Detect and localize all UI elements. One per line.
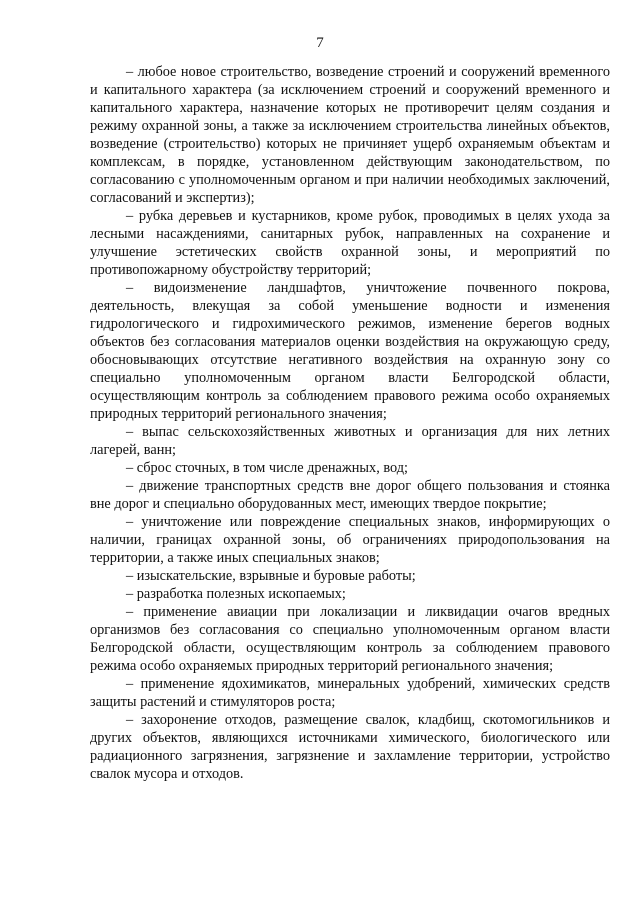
- paragraph-exploration-works: – изыскательские, взрывные и буровые работы;: [126, 568, 416, 584]
- paragraph-landscape-alteration: – видоизменение ландшафтов, уничтожение почвенного покрова, деятельность, влекущая за собой уменьшение водности и изменения гидрологического и гидрохимического режимов, изменение берегов водных объектов без согласования материалов оценки воздействия на окружающую среду, обосновывающих отсутствие негативного воздействия на охранную зону со специально уполномоченным органом власти Белгородской области, осуществляющим контроль за соблюдением правового режима особо охраняемых природных территорий регионального значения;: [90, 280, 610, 422]
- paragraph-vehicle-movement: – движение транспортных средств вне дорог общего пользования и стоянка вне дорог и специально оборудованных мест, имеющих твердое покрытие;: [90, 478, 610, 512]
- document-body: [90, 63, 610, 783]
- paragraph-livestock-grazing: – выпас сельскохозяйственных животных и организация для них летних лагерей, ванн;: [90, 424, 610, 458]
- paragraph-mineral-extraction: – разработка полезных ископаемых;: [126, 586, 346, 602]
- paragraph-aviation-use: – применение авиации при локализации и ликвидации очагов вредных организмов без согласования со специально уполномоченным органом власти Белгородской области, осуществляющим контроль за соблюдением правового режима особо охраняемых природных территорий регионального значения;: [90, 604, 610, 674]
- paragraph-tree-felling: – рубка деревьев и кустарников, кроме рубок, проводимых в целях ухода за лесными насаждениями, санитарных рубок, направленных на сохранение и улучшение эстетических свойств охранной зоны, и мероприятий по противопожарному обустройству территорий;: [90, 208, 610, 278]
- paragraph-wastewater-discharge: – сброс сточных, в том числе дренажных, вод;: [126, 460, 408, 476]
- paragraph-signs-damage: – уничтожение или повреждение специальных знаков, информирующих о наличии, границах охранной зоны, об ограничениях природопользования на территории, а также иных специальных знаков;: [90, 514, 610, 566]
- paragraph-construction-ban: – любое новое строительство, возведение строений и сооружений временного и капитального характера (за исключением строений и сооружений временного и капитального характера, назначение которых не противоречит целям создания и режиму охранной зоны, а также за исключением строительства линейных объектов, возведение (строительство) которых не причиняет ущерб охраняемым объектам и комплексам, в порядке, установленном действующим законодательством, по согласованию с уполномоченным органом и при наличии необходимых заключений, согласований и экспертиз);: [90, 64, 610, 206]
- paragraph-agrochemicals: – применение ядохимикатов, минеральных удобрений, химических средств защиты растений и стимуляторов роста;: [90, 676, 610, 710]
- paragraph-waste-disposal: – захоронение отходов, размещение свалок, кладбищ, скотомогильников и других объектов, являющихся источниками химического, биологического или радиационного загрязнения, загрязнение и захламление территории, устройство свалок мусора и отходов.: [90, 712, 610, 782]
- page-number: 7: [316, 35, 324, 51]
